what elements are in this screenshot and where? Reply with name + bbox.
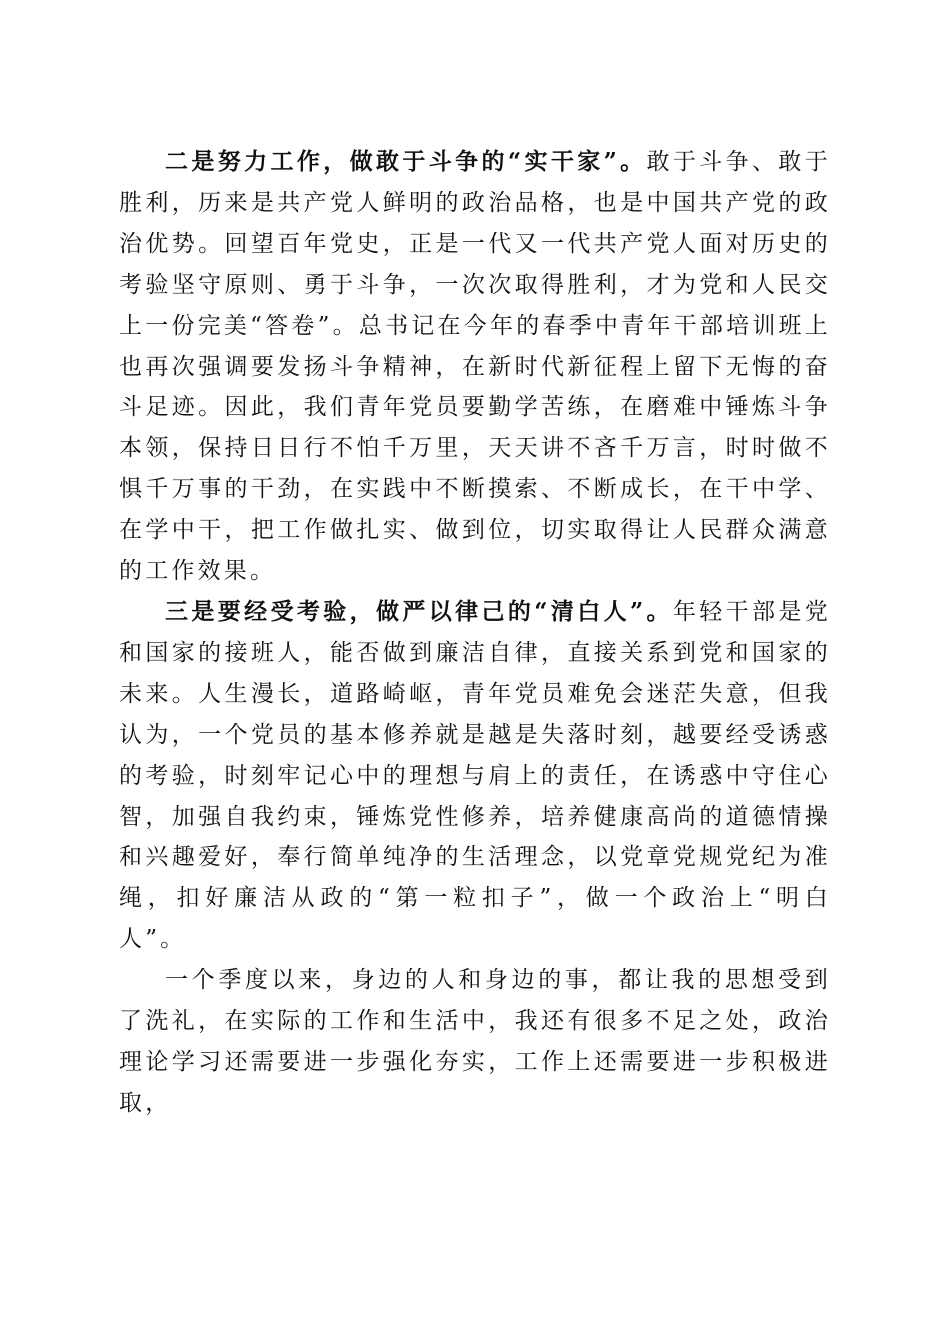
paragraph-text: 一个季度以来，身边的人和身边的事，都让我的思想受到了洗礼，在实际的工作和生活中，我还有很多不足之处，政治理论学习还需要进一步强化夯实，工作上还需要进一步积极进取，: [119, 967, 831, 1116]
paragraph-reflection: [119, 960, 831, 1124]
document-body: [119, 142, 831, 1124]
paragraph-struggle: [119, 142, 831, 592]
paragraph-integrity: [119, 592, 831, 960]
paragraph-heading: 二是努力工作，做敢于斗争的“实干家”。: [165, 148, 647, 175]
paragraph-text: 年轻干部是党和国家的接班人，能否做到廉洁自律，直接关系到党和国家的未来。人生漫长，道路崎岖，青年党员难免会迷茫失意，但我认为，一个党员的基本修养就是越是失落时刻，越要经受诱惑的考验，时刻牢记心中的理想与肩上的责任，在诱惑中守住心智，加强自我约束，锤炼党性修养，培养健康高尚的道德情操和兴趣爱好，奉行简单纯净的生活理念，以党章党规党纪为准绳，扣好廉洁从政的“第一粒扣子”，做一个政治上“明白人”。: [119, 598, 831, 953]
paragraph-text: 敢于斗争、敢于胜利，历来是共产党人鲜明的政治品格，也是中国共产党的政治优势。回望百年党史，正是一代又一代共产党人面对历史的考验坚守原则、勇于斗争，一次次取得胜利，才为党和人民交上一份完美“答卷”。总书记在今年的春季中青年干部培训班上也再次强调要发扬斗争精神，在新时代新征程上留下无悔的奋斗足迹。因此，我们青年党员要勤学苦练，在磨难中锤炼斗争本领，保持日日行不怕千万里，天天讲不吝千万言，时时做不惧千万事的干劲，在实践中不断摸索、不断成长，在干中学、在学中干，把工作做扎实、做到位，切实取得让人民群众满意的工作效果。: [119, 149, 832, 585]
paragraph-heading: 三是要经受考验，做严以律己的“清白人”。: [165, 597, 673, 625]
